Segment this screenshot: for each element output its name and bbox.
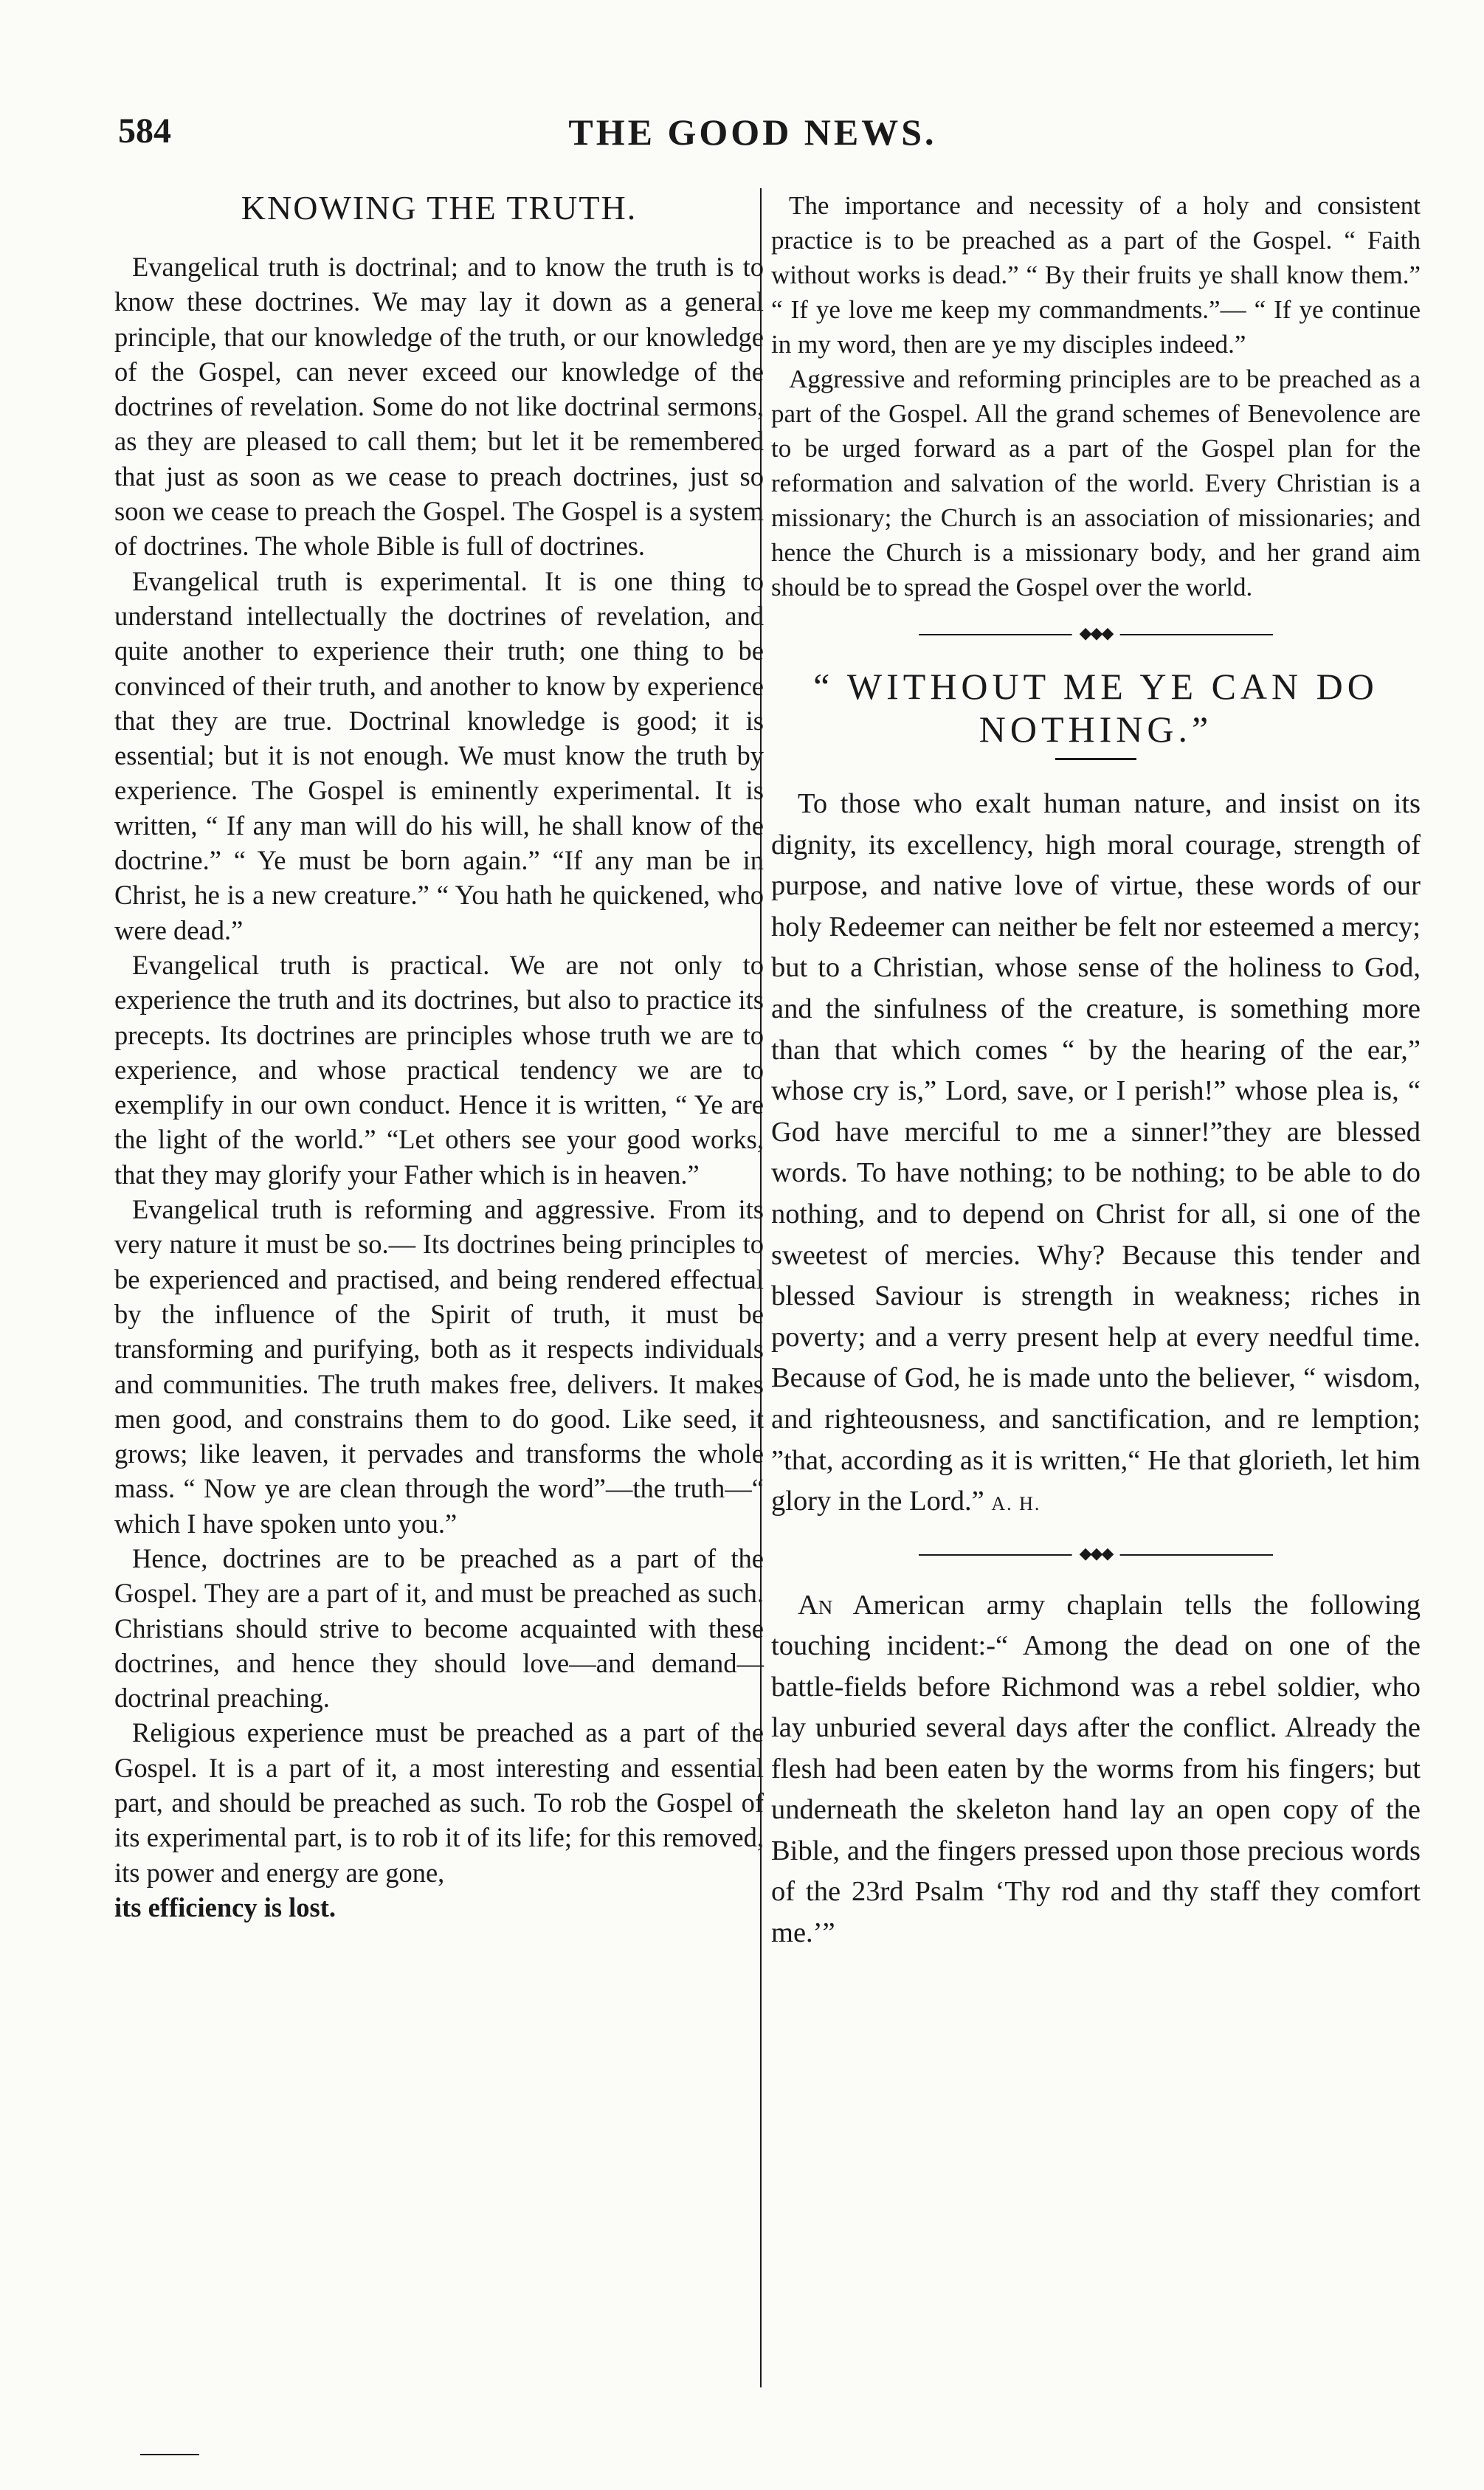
running-head <box>118 111 1387 162</box>
title-underline <box>1055 758 1136 760</box>
article-title-knowing-the-truth: KNOWING THE TRUTH. <box>241 189 638 227</box>
article-title-line-2: NOTHING.” <box>979 708 1213 750</box>
section-divider-2 <box>771 1544 1421 1566</box>
journal-title: THE GOOD NEWS. <box>568 111 937 153</box>
paragraph-experience-preached: Religious experience must be preached as a part of the Gospel. It is a part of it, a most interesting and essential part, and should be preached as such. To rob the Gospel of its experimental part, is to rob it of its life; for this removed, its power and energy are gone, <box>114 1717 764 1888</box>
paragraph-aggressive-principles: Aggressive and reforming principles are to be preached as a part of the Gospel. All the grand schemes of Benevolence are to be urged forward as a part of the Gospel plan for the reformation and salvation of the world. Every Christian is a missionary; the Church is an association of missionaries; and hence the Church is a missionary body, and her grand aim should be to spread the Gospel over the world. <box>771 365 1421 601</box>
paragraph-without-me-body <box>771 784 1421 1525</box>
left-column <box>114 188 764 1925</box>
paragraph-doctrines-preached: Hence, doctrines are to be preached as a part of the Gospel. They are a part of it, and must be preached as such. Christians should strive to become acquainted with these doctrines, and hence they should love—and demand—doctrinal preaching. <box>114 1542 764 1714</box>
page-number: 584 <box>118 111 171 151</box>
first-word-an: An <box>798 1589 833 1621</box>
right-column <box>771 188 1421 1953</box>
footer-mark <box>140 2454 199 2455</box>
paragraph-experimental: Evangelical truth is experimental. It is one thing to understand intellectually the doctrines of revelation, and quite another to experience their truth; one thing to be convinced of their truth, and another to know by experience that they are true. Doctrinal knowledge is good; it is essential; but it is not enough. We must know the truth by experience. The Gospel is eminently experimental. It is written, “ If any man will do his will, he shall know of the doctrine.” “ Ye must be born again.” “If any man be in Christ, he is a new creature.” “ You hath he quickened, who were dead.” <box>114 565 764 945</box>
article-title-line-1: “ WITHOUT ME YE CAN DO <box>813 666 1378 707</box>
paragraph-practical: Evangelical truth is practical. We are not only to experience the truth and its doctrines, but also to practice its precepts. Its doctrines are principles whose truth we are to experience, and whose practical tendency we are to exemplify in our own conduct. Hence it is written, “ Ye are the light of the world.” “Let others see your good works, that they may glorify your Father which is in heaven.” <box>114 949 764 1190</box>
paragraph-reforming: Evangelical truth is reforming and aggressive. From its very nature it must be so.— Its doctrines being principles to be experienced and practised, and being rendered effectual by the influence of the Spirit of truth, it must be transforming and purifying, both as it respects individuals and communities. The truth makes free, delivers. It makes men good, and constrains them to do good. Like seed, it grows; like leaven, it pervades and transforms the whole mass. “ Now ye are clean through the word”—the truth—“ which I have spoken unto you.” <box>114 1194 764 1539</box>
section-divider <box>771 624 1421 646</box>
article-title-without-me <box>771 665 1421 751</box>
army-chaplain-text: American army chaplain tells the following touching incident:-“ Among the dead on one of the battle-fields before Richmond was a rebel soldier, who lay unburied several days after the conflict. Already the flesh had been eaten by the worms from his fingers; but underneath the skeleton hand lay an open copy of the Bible, and the fingers pressed upon those precious words of the 23rd Psalm ‘Thy rod and thy staff they comfort me.’” <box>771 1589 1421 1948</box>
author-initials: A. H. <box>991 1493 1041 1515</box>
divider-ornament: ◆◆◆ <box>1072 624 1120 643</box>
divider-ornament-2: ◆◆◆ <box>1072 1544 1120 1563</box>
paragraph-last-line: its efficiency is lost. <box>114 1891 337 1922</box>
paragraph-army-chaplain <box>771 1585 1421 1954</box>
without-me-text: To those who exalt human nature, and insist on its dignity, its excellency, high moral courage, strength of purpose, and native love of virtue, these words of our holy Redeemer can neither be felt nor esteemed a mercy; but to a Christian, whose sense of the holiness to God, and the sinfulness of the creature, is something more than that which comes “ by the hearing of the ear,” whose cry is,” Lord, save, or I perish!” whose plea is, “ God have merciful to me a sinner!”they are blessed words. To have nothing; to be nothing; to be able to do nothing, and to depend on Christ for all, si one of the sweetest of mercies. Why? Because this tender and blessed Saviour is strength in weakness; riches in poverty; and a verry present help at every needful time. Because of God, he is made unto the believer, “ wisdom, and righteousness, and sanctification, and re lemption; ”that, according as it is written,“ He that glorieth, let him glory in the Lord.” <box>771 788 1421 1517</box>
paragraph-holy-practice: The importance and necessity of a holy and consistent practice is to be preached as a part of the Gospel. “ Faith without works is dead.” “ By their fruits ye shall know them.” “ If ye love me keep my commandments.”— “ If ye continue in my word, then are ye my disciples indeed.” <box>771 191 1421 359</box>
paragraph-doctrinal: Evangelical truth is doctrinal; and to know the truth is to know these doctrines. We may lay it down as a general principle, that our knowledge of the truth, or our knowledge of the Gospel, can never exceed our knowledge of the doctrines of revelation. Some do not like doctrinal sermons, as they are pleased to call them; but let it be remembered that just as soon as we cease to preach doctrines, just so soon we cease to preach the Gospel. The Gospel is a system of doctrines. The whole Bible is full of doctrines. <box>114 252 764 562</box>
